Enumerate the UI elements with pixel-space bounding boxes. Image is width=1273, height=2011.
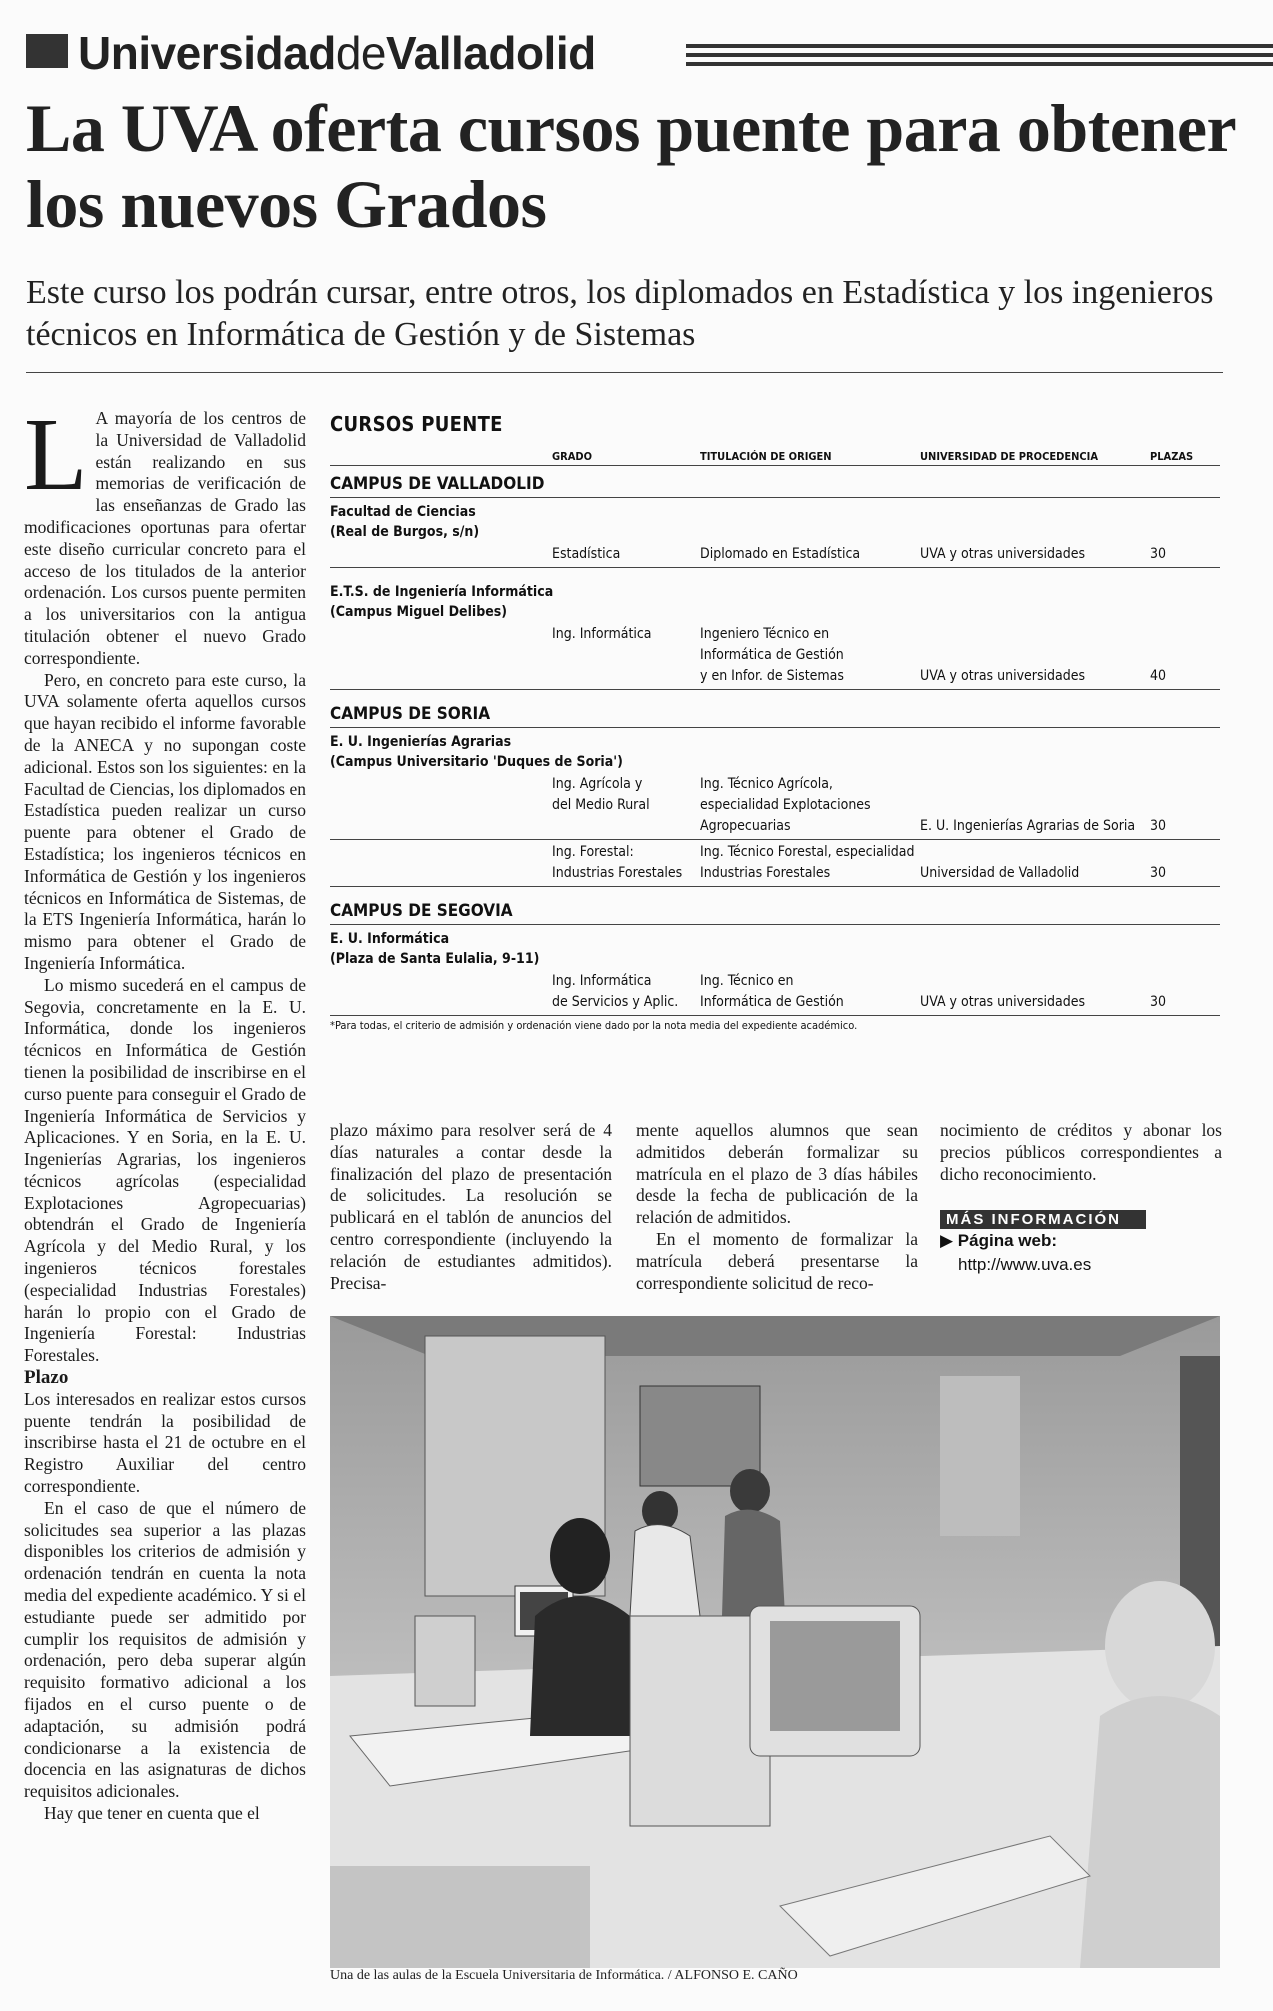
table-row: Ing. Agrícola y del Medio Rural Ing. Técnico Agrícola, especialidad Explotaciones Agropecuarias E. U. Ingenierías Agrarias de Soria 30 xyxy=(330,772,1220,840)
web-label: ▶ Página web: xyxy=(940,1231,1057,1250)
section-heading: Plazo xyxy=(24,1367,69,1389)
article-column-1 xyxy=(24,397,306,1825)
table-row: Estadística Diplomado en Estadística UVA y otras universidades 30 xyxy=(330,542,1220,568)
col-header-universidad: UNIVERSIDAD DE PROCEDENCIA xyxy=(920,450,1098,463)
table-footnote: *Para todas, el criterio de admisión y ordenación viene dado por la nota media del expediente académico. xyxy=(330,1019,858,1032)
table-row: Ing. Informática de Servicios y Aplic. Ing. Técnico en Informática de Gestión UVA y otras universidades 30 xyxy=(330,969,1220,1016)
col-header-plazas: PLAZAS xyxy=(1150,450,1194,463)
campus-heading: CAMPUS DE SEGOVIA xyxy=(330,899,1220,925)
col-header-grado: GRADO xyxy=(552,450,593,463)
web-link[interactable]: http://www.uva.es xyxy=(958,1255,1092,1274)
paragraph: Los interesados en realizar estos cursos puente tendrán la posibilidad de inscribirse hasta el 21 de octubre en el Registro Auxiliar del centro correspondiente. xyxy=(24,1388,306,1497)
campus-heading: CAMPUS DE SORIA xyxy=(330,702,1220,728)
article-column-4: nocimiento de créditos y abonar los precios públicos correspondientes a dicho reconocimiento. xyxy=(940,1120,1222,1184)
paragraph: Pero, en concreto para este curso, la UVA solamente oferta aquellos cursos que hayan recibido el informe favorable de la ANECA y no supongan coste adicional. Estos son los siguientes: en la Facultad de Ciencias, los diplomados en Estadística pueden realizar un curso puente para obtener el Grado de Estadística; los ingenieros técnicos en Informática de Gestión y los ingenieros técnicos en Informática de Sistemas, de la ETS Ingeniería Informática, harán lo mismo para obtener el Grado de Ingeniería Informática. xyxy=(24,669,306,973)
classroom-photo xyxy=(330,1316,1220,1968)
photo-caption: Una de las aulas de la Escuela Universitaria de Informática. / ALFONSO E. CAÑO xyxy=(330,1968,798,1983)
table-row: Ing. Forestal: Industrias Forestales Ing. Técnico Forestal, especialidad Industrias Forestales Universidad de Valladolid 30 xyxy=(330,840,1220,887)
table-title: CURSOS PUENTE xyxy=(330,412,503,436)
article-column-2: plazo máximo para resolver será de 4 días naturales a contar desde la finalización del plazo de presentación de solicitudes. La resolución se publicará en el tablón de anuncios del centro correspondiente (incluyendo la relación de estudiantes admitidos). Precisa- xyxy=(330,1120,612,1293)
table-header xyxy=(330,450,1220,466)
subheadline: Este curso los podrán cursar, entre otros, los diplomados en Estadística y los ingenieros técnicos en Informática de Gestión y de Sistemas xyxy=(26,274,1214,353)
faculty-name: E. U. Ingenierías Agrarias (Campus Universitario 'Duques de Soria') xyxy=(330,734,623,770)
masthead xyxy=(26,20,1266,78)
divider xyxy=(26,372,1223,373)
faculty-name: E.T.S. de Ingeniería Informática (Campus Miguel Delibes) xyxy=(330,584,554,620)
paragraph: En el caso de que el número de solicitudes sea superior a las plazas disponibles los criterios de admisión y ordenación tendrán en cuenta la nota media del expediente académico. Y si el estudiante puede ser admitido por cumplir los requisitos de admisión y ordenación, pero deba superar algún requisito formativo adicional a los fijados en el curso puente o de adaptación, su admisión podrá condicionarse a la existencia de docencia en las asignaturas de dichos requisitos adicionales. xyxy=(24,1497,306,1802)
faculty-name: Facultad de Ciencias (Real de Burgos, s/n) xyxy=(330,504,480,540)
article-column-3: mente aquellos alumnos que sean admitidos deberán formalizar su matrícula en el plazo de 3 días hábiles desde la fecha de publicación de la relación de admitidos. En el momento de formalizar la matrícula deberá presentarse la correspondiente solicitud de reco- xyxy=(636,1120,918,1293)
drop-cap: L xyxy=(24,397,88,512)
masthead-title: UniversidaddeValladolid xyxy=(78,27,596,79)
paragraph: L A mayoría de los centros de la Universidad de Valladolid están realizando en sus memorias de verificación de las enseñanzas de Grado las modificaciones oportunas para ofertar este diseño curricular concreto para el acceso de los titulados de la anterior ordenación. Los cursos puente permiten a los universitarios con la antigua titulación obtener el nuevo Grado correspondiente. xyxy=(24,397,306,668)
more-info-box xyxy=(940,1210,1146,1275)
headline: La UVA oferta cursos puente para obtener los nuevos Grados xyxy=(26,90,1235,242)
faculty-name: E. U. Informática (Plaza de Santa Eulalia, 9-11) xyxy=(330,931,540,967)
table-row: Ing. Informática Ingeniero Técnico en Informática de Gestión y en Infor. de Sistemas UVA y otras universidades 40 xyxy=(330,622,1220,690)
paragraph: Lo mismo sucederá en el campus de Segovia, concretamente en la E. U. Informática, donde los ingenieros técnicos en Informática de Gestión tienen la posibilidad de inscribirse en el curso puente para conseguir el Grado de Ingeniería Informática de Servicios y Aplicaciones. Y en Soria, en la E. U. Ingenierías Agrarias, los ingenieros técnicos agrícolas (especialidad Explotaciones Agropecuarias) obtendrán el Grado de Ingeniería Agrícola y del Medio Rural, y los ingenieros técnicos forestales (especialidad Industrias Forestales) harán lo propio con el Grado de Ingeniería Forestal: Industrias Forestales. xyxy=(24,974,306,1366)
col-header-origen: TITULACIÓN DE ORIGEN xyxy=(700,450,832,463)
masthead-rules xyxy=(686,44,1273,71)
masthead-square xyxy=(26,34,68,68)
courses-table xyxy=(330,412,1220,1032)
more-info-heading: MÁS INFORMACIÓN xyxy=(940,1210,1146,1229)
paragraph: Hay que tener en cuenta que el xyxy=(44,1803,260,1823)
campus-heading: CAMPUS DE VALLADOLID xyxy=(330,472,1220,498)
